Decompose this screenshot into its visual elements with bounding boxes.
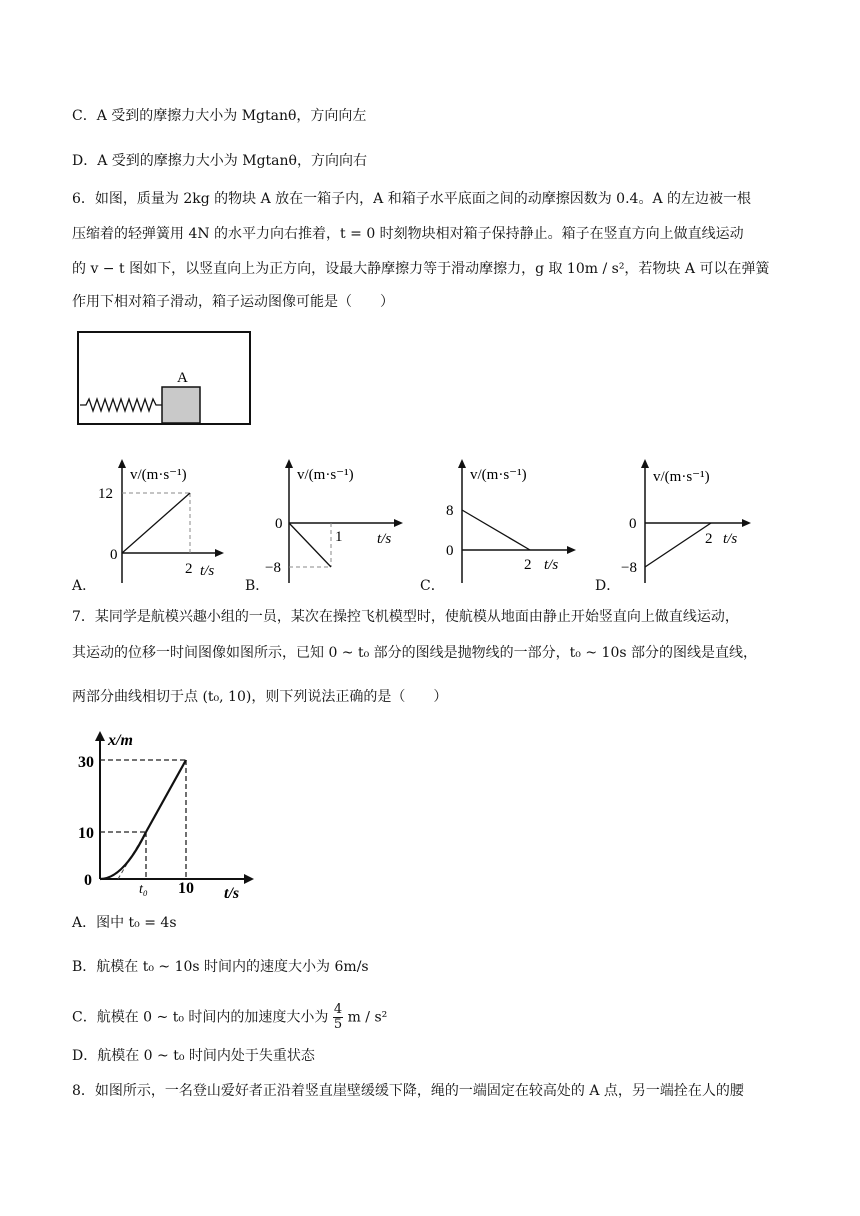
graph-b-line (289, 523, 331, 567)
graph-c-tick-8: 8 (446, 503, 454, 519)
q6-stem-line-3: 的 v − t 图如下，以竖直向上为正方向，设最大静摩擦力等于滑动摩擦力，g 取 10m / s²，若物块 A 可以在弹簧 (72, 261, 770, 277)
q7-option-b: B．航模在 t₀ ~ 10s 时间内的速度大小为 6m/s (72, 959, 369, 975)
q7-xt-graph (78, 727, 258, 899)
q6-stem-line-1: 6．如图，质量为 2kg 的物块 A 放在一箱子内，A 和箱子水平底面之间的动摩擦因数为 0.4。A 的左边被一根 (72, 191, 752, 207)
graph-a-xlabel: t/s (200, 563, 215, 579)
q7-stem-line-2: 其运动的位移一时间图像如图所示，已知 0 ~ t₀ 部分的图线是抛物线的一部分，t₀ ~ 10s 部分的图线是直线， (72, 645, 757, 661)
graph-c-ylabel: v/(m·s⁻¹) (470, 467, 527, 483)
q7-stem-line-3: 两部分曲线相切于点 (t₀, 10)，则下列说法正确的是（ ） (72, 689, 448, 705)
block-a-label: A (177, 370, 188, 386)
graph-d-ylabel: v/(m·s⁻¹) (653, 469, 710, 485)
graph-d-tick-2: 2 (705, 531, 713, 547)
q5-option-d: D．A 受到的摩擦力大小为 Mgtanθ，方向向右 (72, 153, 367, 169)
parabola-segment (100, 832, 146, 879)
spring (80, 399, 162, 411)
q6-graph-c (440, 455, 580, 585)
straight-segment (146, 760, 186, 832)
q5-option-c: C．A 受到的摩擦力大小为 Mgtanθ，方向向左 (72, 108, 367, 124)
q7-tick-30: 30 (78, 754, 94, 771)
q7-xlabel: t/s (224, 885, 240, 899)
graph-d-tick-neg8: −8 (621, 560, 637, 576)
fraction-denominator: 5 (333, 1017, 343, 1032)
block-a (162, 387, 200, 423)
q7-option-c-unit: m / s² (347, 1009, 388, 1026)
q7-option-c-fraction (333, 1003, 343, 1032)
graph-c-line (462, 510, 530, 550)
graph-b-tick-neg8: −8 (265, 560, 281, 576)
q6-stem-line-4: 作用下相对箱子滑动，箱子运动图像可能是（ ） (72, 294, 394, 310)
graph-c-tick-2: 2 (524, 557, 532, 573)
graph-d-xlabel: t/s (723, 531, 738, 547)
graph-a-tick-12: 12 (98, 486, 113, 502)
graph-b-tick-1: 1 (335, 529, 343, 545)
q7-option-a: A．图中 t₀ = 4s (72, 915, 177, 931)
graph-b-xlabel: t/s (377, 531, 392, 547)
q6-option-d-label: D． (595, 578, 621, 594)
q8-stem-line-1: 8．如图所示，一名登山爱好者正沿着竖直崖壁缓缓下降，绳的一端固定在较高处的 A 点，另一端拴在人的腰 (72, 1083, 744, 1099)
q6-option-c-label: C． (420, 578, 445, 594)
q6-graph-a (90, 455, 225, 585)
graph-d-line (645, 523, 711, 567)
fraction-numerator: 4 (333, 1002, 343, 1017)
q7-tick-0: 0 (84, 872, 92, 889)
graph-a-tick-0: 0 (110, 547, 118, 563)
graph-c-xlabel: t/s (544, 557, 559, 573)
graph-b-ylabel: v/(m·s⁻¹) (297, 467, 354, 483)
q7-tick-x10: 10 (178, 880, 194, 897)
q6-option-a-label: A． (72, 578, 97, 594)
q6-graph-d (615, 455, 755, 585)
graph-b-tick-0: 0 (275, 516, 283, 532)
q7-tick-10: 10 (78, 825, 94, 842)
graph-a-tick-2: 2 (185, 561, 193, 577)
q6-graph-b (265, 455, 405, 585)
graph-d-tick-0: 0 (629, 516, 637, 532)
q7-tick-t0: t₀ (139, 882, 148, 897)
q7-stem-line-1: 7．某同学是航模兴趣小组的一员，某次在操控飞机模型时，使航模从地面由静止开始竖直向上做直线运动， (72, 609, 739, 625)
graph-c-tick-0: 0 (446, 543, 454, 559)
graph-a-ylabel: v/(m·s⁻¹) (130, 467, 187, 483)
q6-box-figure (76, 330, 254, 428)
q7-option-c (72, 1003, 387, 1032)
q7-ylabel: x/m (108, 732, 133, 749)
q7-option-c-text: C．航模在 0 ~ t₀ 时间内的加速度大小为 (72, 1009, 329, 1026)
q6-stem-line-2: 压缩着的轻弹簧用 4N 的水平力向右推着，t = 0 时刻物块相对箱子保持静止。箱子在竖直方向上做直线运动 (72, 226, 744, 242)
graph-a-line (122, 493, 190, 553)
q6-option-b-label: B． (245, 578, 270, 594)
q7-option-d: D．航模在 0 ~ t₀ 时间内处于失重状态 (72, 1048, 315, 1064)
